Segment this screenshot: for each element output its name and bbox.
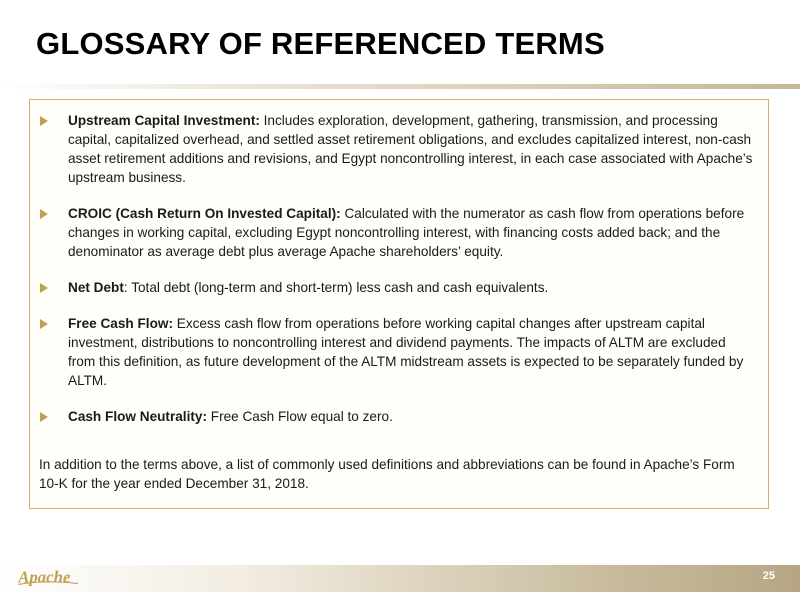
glossary-item-cash-flow-neutrality (30, 407, 770, 426)
footer-band (0, 565, 800, 592)
glossary-term: Free Cash Flow: (68, 316, 173, 331)
glossary-footnote: In addition to the terms above, a list of commonly used definitions and abbreviations can be found in Apache’s Form 10-K for the year ended December 31, 2018. (39, 457, 735, 491)
glossary-term: Net Debt (68, 280, 124, 295)
glossary-definition: Includes exploration, development, gathering, transmission, and processing capital, capitalized overhead, and settled asset retirement obligations, and excludes capitalized interest, non-cash asset retirement additions and revisions, and Egypt noncontrolling interest, in each case associated with Apache’s upstream business. (68, 113, 753, 185)
glossary-definition: Free Cash Flow equal to zero. (206, 409, 393, 424)
glossary-term: CROIC (Cash Return On Invested Capital): (68, 206, 341, 221)
apache-logo (14, 563, 84, 591)
glossary-term: Cash Flow Neutrality: (68, 409, 207, 424)
glossary-item-net-debt (30, 278, 770, 297)
triangle-bullet-icon (40, 319, 48, 329)
glossary-item-croic (30, 204, 770, 261)
triangle-bullet-icon (40, 209, 48, 219)
glossary-item-free-cash-flow (30, 314, 770, 390)
glossary-definition: Excess cash flow from operations before working capital changes after upstream capital investment, distributions to noncontrolling interest and dividend payments. The impacts of ALTM are excluded from this definition, as future development of the ALTM midstream assets is expected to be separately funded by ALTM. (68, 316, 744, 388)
glossary-definition: : Total debt (long-term and short-term) less cash and cash equivalents. (123, 280, 549, 295)
glossary-term: Upstream Capital Investment: (68, 113, 260, 128)
triangle-bullet-icon (40, 412, 48, 422)
glossary-list (30, 111, 770, 443)
glossary-item-upstream-capital-investment (30, 111, 770, 187)
page-title: GLOSSARY OF REFERENCED TERMS (36, 26, 605, 61)
glossary-definition: Calculated with the numerator as cash flow from operations before changes in working capital, excluding Egypt noncontrolling interest, with financing costs added back; and the denominator as average debt plus average Apache shareholders’ equity. (68, 206, 745, 259)
title-divider (0, 84, 800, 89)
apache-logo-wordmark: Apache (18, 567, 71, 587)
glossary-panel (29, 99, 769, 509)
triangle-bullet-icon (40, 116, 48, 126)
page-number: 25 (762, 570, 775, 582)
triangle-bullet-icon (40, 283, 48, 293)
